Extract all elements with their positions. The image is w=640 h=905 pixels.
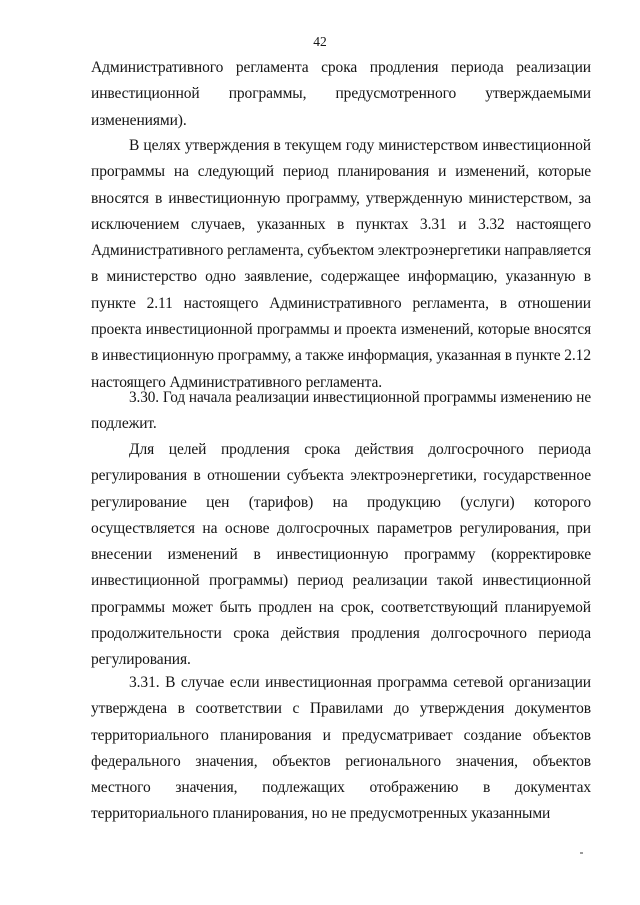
text-line: В целях утверждения в текущем году министерством инвестиционной — [129, 137, 591, 154]
text-line: программы на следующий период планирования и изменений, которые — [91, 163, 591, 181]
text-line: Административного регламента, субъектом электроэнергетики направляется — [91, 242, 591, 260]
text-line: продолжительности срока действия продления долгосрочного периода — [91, 625, 591, 643]
text-line: в инвестиционную программу, а также информация, указанная в пункте 2.12 — [91, 347, 591, 365]
text-line: 3.30. Год начала реализации инвестиционной программы изменению не — [129, 389, 591, 406]
text-line: инвестиционной программы, предусмотренного утверждаемыми — [91, 85, 591, 103]
clause-3-31 — [91, 670, 591, 828]
text-line: регулирование цен (тарифов) на продукцию (услуги) которого — [91, 493, 591, 511]
text-line: регулирования. — [91, 651, 191, 669]
text-line: регулирования в отношении субъекта электроэнергетики, государственное — [91, 467, 591, 485]
text-line: Административного регламента срока продления периода реализации — [91, 59, 591, 76]
text-line: программы может быть продлен на срок, соответствующий планируемой — [91, 598, 591, 616]
text-line: территориального планирования, но не предусмотренных указанными — [91, 805, 551, 823]
scan-speck — [580, 852, 583, 854]
paragraph-long-term-regulation — [91, 437, 591, 674]
text-line: внесении изменений в инвестиционную программу (корректировке — [91, 546, 591, 564]
text-line: пункте 2.11 настоящего Административного регламента, в отношении — [91, 294, 591, 312]
text-line: осуществляется на основе долгосрочных параметров регулирования, при — [91, 519, 591, 537]
paragraph-continuation — [91, 55, 591, 134]
text-line: Для целей продления срока действия долгосрочного периода — [129, 441, 591, 458]
page-number: 42 — [313, 34, 327, 49]
text-line: местного значения, подлежащих отображению в документах — [91, 779, 591, 797]
text-line: вносятся в инвестиционную программу, утвержденную министерством, за — [91, 189, 591, 207]
text-line: исключением случаев, указанных в пунктах 3.31 и 3.32 настоящего — [91, 215, 591, 233]
text-line: изменениями). — [91, 111, 187, 129]
text-line: проекта инвестиционной программы и проекта изменений, которые вносятся — [91, 321, 591, 339]
text-line: в министерство одно заявление, содержащее информацию, указанную в — [91, 268, 591, 286]
text-line: подлежит. — [91, 415, 157, 433]
clause-3-30 — [91, 385, 591, 438]
text-line: настоящего Административного регламента. — [91, 373, 383, 391]
text-line: утверждена в соответствии с Правилами до утверждения документов — [91, 700, 591, 718]
text-line: 3.31. В случае если инвестиционная программа сетевой организации — [129, 674, 591, 691]
text-line: инвестиционной программы) период реализации такой инвестиционной — [91, 572, 591, 590]
text-line: федерального значения, объектов регионального значения, объектов — [91, 752, 591, 770]
paragraph-approval-procedure — [91, 133, 591, 396]
text-line: территориального планирования и предусматривает создание объектов — [91, 726, 591, 744]
